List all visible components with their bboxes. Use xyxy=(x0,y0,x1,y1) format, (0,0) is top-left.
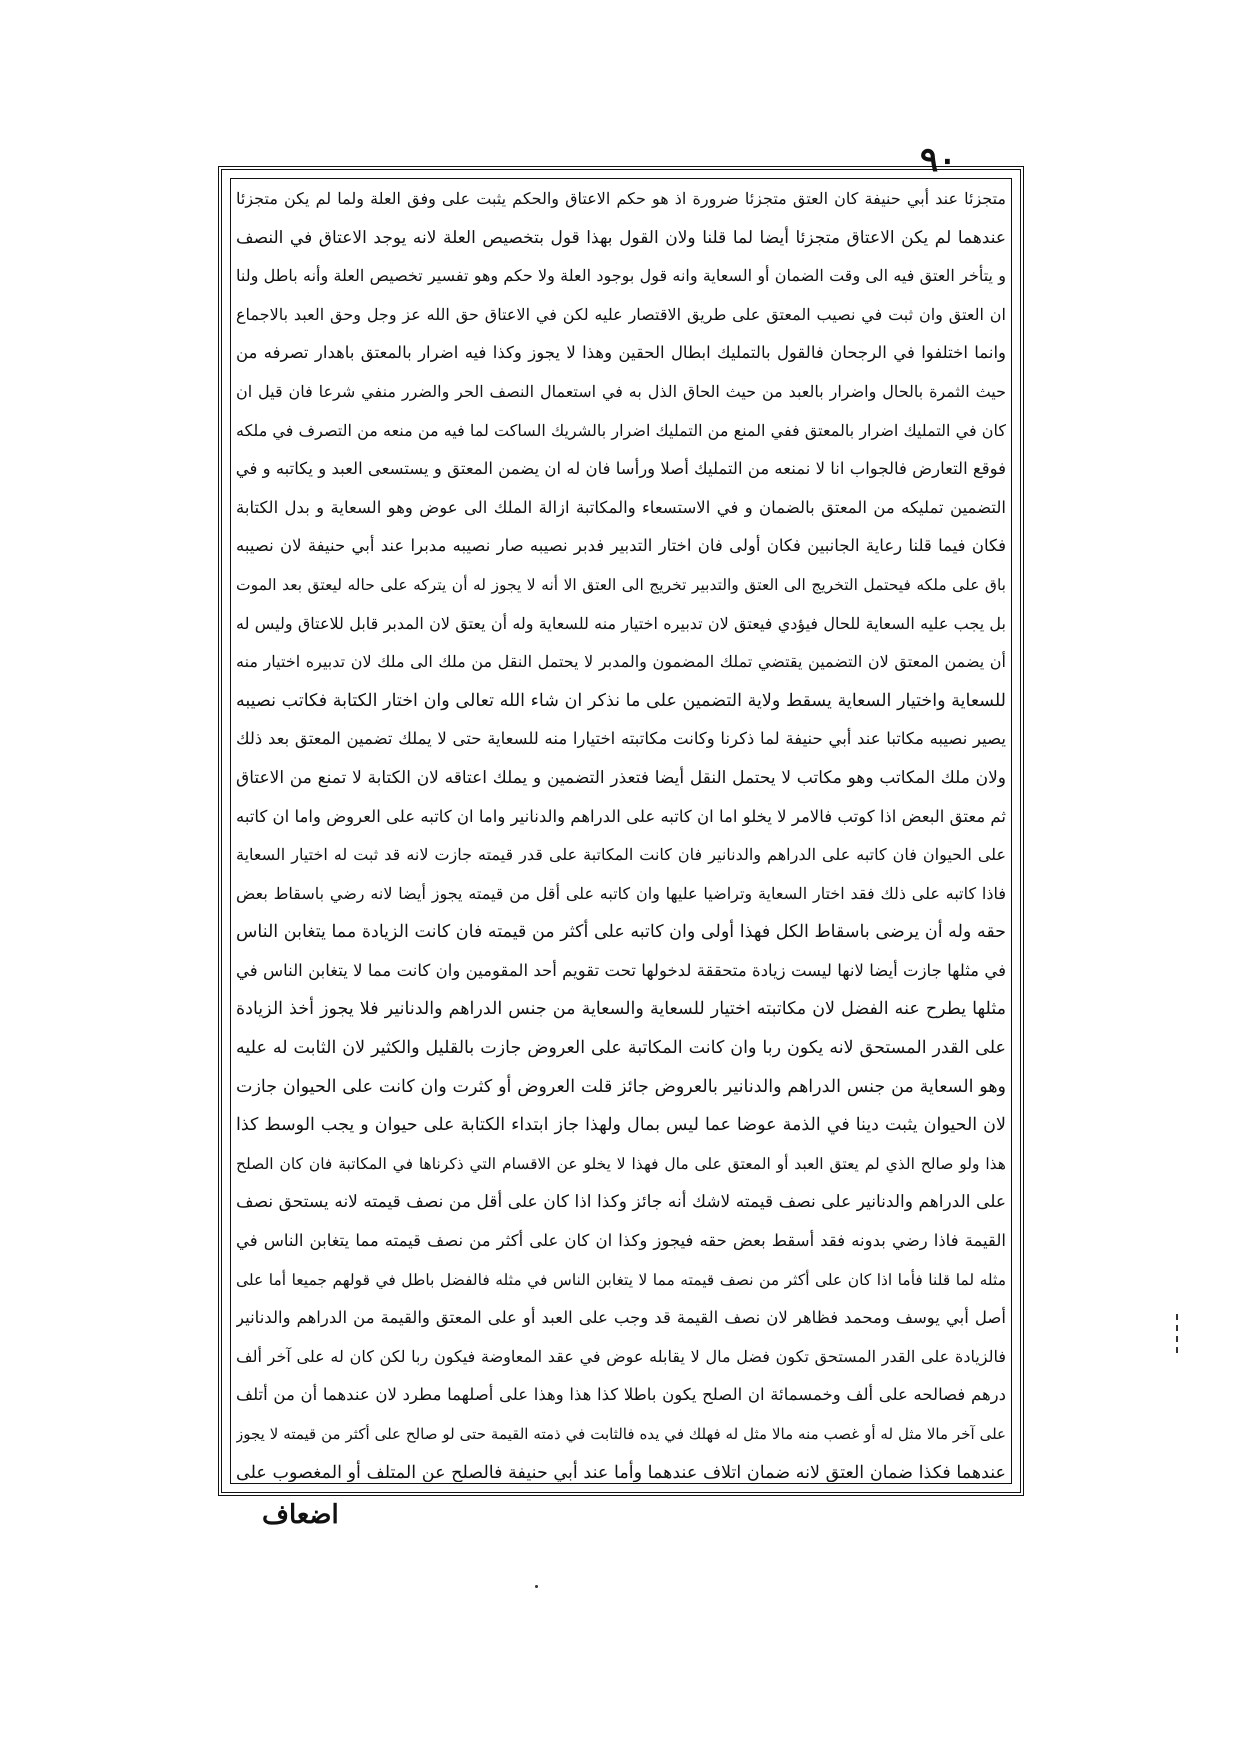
text-line: للسعاية واختيار السعاية يسقط ولاية التضمين على ما نذكر ان شاء الله تعالى وان اختار الكتابة فكاتب نصيبه xyxy=(236,690,1006,711)
text-line: فاذا كاتبه على ذلك فقد اختار السعاية وتراضيا عليها وان كاتبه على أقل من قيمته يجوز أيضا لانه رضي باسقاط بعض xyxy=(236,883,1006,903)
text-body xyxy=(236,180,1006,1482)
page-number: ٩٠ xyxy=(920,140,957,180)
text-line: ولان ملك المكاتب وهو مكاتب لا يحتمل النقل أيضا فتعذر التضمين و يملك اعتاقه لان الكتابة لا تمنع من الاعتاق xyxy=(236,767,1006,788)
text-line: في مثلها جازت أيضا لانها ليست زيادة متحققة لدخولها تحت تقويم أحد المقومين وان كانت مما لا يتغابن الناس في xyxy=(236,960,1006,980)
text-line: فالزيادة على القدر المستحق تكون فضل مال لا يقابله عوض في عقد المعاوضة فيكون ربا لكن كان له على آخر ألف xyxy=(236,1346,1006,1366)
text-line: أصل أبي يوسف ومحمد فظاهر لان نصف القيمة قد وجب على العبد أو على المعتق والقيمة من الدراهم والدنانير xyxy=(236,1308,1006,1328)
text-line: وهو السعاية من جنس الدراهم والدنانير بالعروض جائز قلت العروض أو كثرت وان كانت على الحيوان جازت xyxy=(236,1076,1006,1097)
text-line: على القدر المستحق لانه يكون ربا وان كانت المكاتبة على العروض جازت بالقليل والكثير لان الثابت له عليه xyxy=(236,1038,1006,1059)
text-line: عندهما فكذا ضمان العتق لانه ضمان اتلاف عندهما وأما عند أبي حنيفة فالصلح عن المتلف أو المغصوب على xyxy=(236,1462,1006,1482)
text-line: لان الحيوان يثبت دينا في الذمة عوضا عما ليس بمال ولهذا جاز ابتداء الكتابة على حيوان و يجب الوسط كذا xyxy=(236,1115,1006,1136)
text-line: على الحيوان فان كاتبه على الدراهم والدنانير فان كانت المكاتبة على قدر قيمته جازت لانه قد ثبت له اختيار السعاية xyxy=(236,845,1006,865)
text-line: على الدراهم والدنانير على نصف قيمته لاشك أنه جائز وكذا اذا كان على أقل من نصف قيمته لانه يستحق نصف xyxy=(236,1192,1006,1213)
text-line: حيث الثمرة بالحال واضرار بالعبد من حيث الحاق الذل به في استعمال النصف الحر والضرر منفي شرعا فان قيل ان xyxy=(236,381,1006,401)
text-line: التضمين تمليكه من المعتق بالضمان و في الاستسعاء والمكاتبة ازالة الملك الى عوض وهو السعاية و بدل الكتابة xyxy=(236,497,1006,517)
margin-mark xyxy=(1176,1314,1178,1356)
text-frame xyxy=(218,166,1024,1496)
text-line: درهم فصالحه على ألف وخمسمائة ان الصلح يكون باطلا كذا هذا وهذا على أصلهما مطرد لان عندهما أن من أتلف xyxy=(236,1385,1006,1405)
text-line: فوقع التعارض فالجواب انا لا نمنعه من التمليك أصلا ورأسا فان له ان يضمن المعتق و يستسعى العبد و يكاتبه و في xyxy=(236,459,1006,479)
text-line: فكان فيما قلنا رعاية الجانبين فكان أولى فان اختار التدبير فدبر نصيبه صار نصيبه مدبرا عند أبي حنيفة لان نصيبه xyxy=(236,536,1006,556)
text-line: مثله لما قلنا فأما اذا كان على أكثر من نصف قيمته مما لا يتغابن الناس في مثله فالفضل باطل في قولهم جميعا أما على xyxy=(236,1270,1006,1289)
catchword: اضعاف xyxy=(262,1500,339,1530)
text-line: وانما اختلفوا في الرجحان فالقول بالتمليك ابطال الحقين وهذا لا يجوز وكذا فيه اضرار بالمعتق باهدار تصرفه من xyxy=(236,343,1006,363)
stray-dot xyxy=(535,1585,538,1588)
text-line: أن يضمن المعتق لان التضمين يقتضي تملك المضمون والمدبر لا يحتمل النقل من ملك الى ملك لان تدبيره اختيار منه xyxy=(236,652,1006,672)
text-line: و يتأخر العتق فيه الى وقت الضمان أو السعاية وانه قول بوجود العلة ولا حكم وهو تفسير تخصيص العلة وأنه باطل ولنا xyxy=(236,266,1006,286)
text-line: كان في التمليك اضرار بالمعتق ففي المنع من التمليك اضرار بالشريك الساكت لما فيه من منعه من التصرف في ملكه xyxy=(236,420,1006,440)
text-line: مثلها يطرح عنه الفضل لان مكاتبته اختيار للسعاية والسعاية من جنس الدراهم والدنانير فلا يجوز أخذ الزيادة xyxy=(236,999,1006,1020)
text-line: متجزئا عند أبي حنيفة كان العتق متجزئا ضرورة اذ هو حكم الاعتاق والحكم يثبت على وفق العلة ولما لم يكن متجزئا xyxy=(236,189,1006,208)
text-line: هذا ولو صالح الذي لم يعتق العبد أو المعتق على مال فهذا لا يخلو عن الاقسام التي ذكرناها في المكاتبة فان كان الصلح xyxy=(236,1154,1006,1173)
text-line: عندهما لم يكن الاعتاق متجزئا أيضا لما قلنا ولان القول بهذا قول بتخصيص العلة لانه يوجد الاعتاق في النصف xyxy=(236,227,1006,248)
text-line: باق على ملكه فيحتمل التخريج الى العتق والتدبير تخريج الى العتق الا أنه لا يجوز له أن يتركه على حاله ليعتق بعد الموت xyxy=(236,575,1006,594)
text-line: حقه وله أن يرضى باسقاط الكل فهذا أولى وان كاتبه على أكثر من قيمته فان كانت الزيادة مما يتغابن الناس xyxy=(236,922,1006,943)
text-line: بل يجب عليه السعاية للحال فيؤدي فيعتق لان تدبيره اختيار منه للسعاية وله أن يعتق لان المدبر قابل للاعتاق وليس له xyxy=(236,613,1006,633)
text-line: على آخر مالا مثل له أو غصب منه مالا مثل له فهلك في يده فالثابت في ذمته القيمة حتى لو صالح على أكثر من قيمته لا يجوز xyxy=(236,1425,1006,1443)
text-line: يصير نصيبه مكاتبا عند أبي حنيفة لما ذكرنا وكانت مكاتبته اختيارا منه للسعاية حتى لا يملك تضمين المعتق بعد ذلك xyxy=(236,729,1006,749)
text-line: ان العتق وان ثبت في نصيب المعتق على طريق الاقتصار عليه لكن في الاعتاق حق الله عز وجل وحق العبد بالاجماع xyxy=(236,304,1006,324)
text-line: القيمة فاذا رضي بدونه فقد أسقط بعض حقه فيجوز وكذا ان كان على أكثر من نصف قيمته مما يتغابن الناس في xyxy=(236,1231,1006,1251)
text-line: ثم معتق البعض اذا كوتب فالامر لا يخلو اما ان كاتبه على الدراهم والدنانير واما ان كاتبه على العروض واما ان كاتبه xyxy=(236,806,1006,826)
